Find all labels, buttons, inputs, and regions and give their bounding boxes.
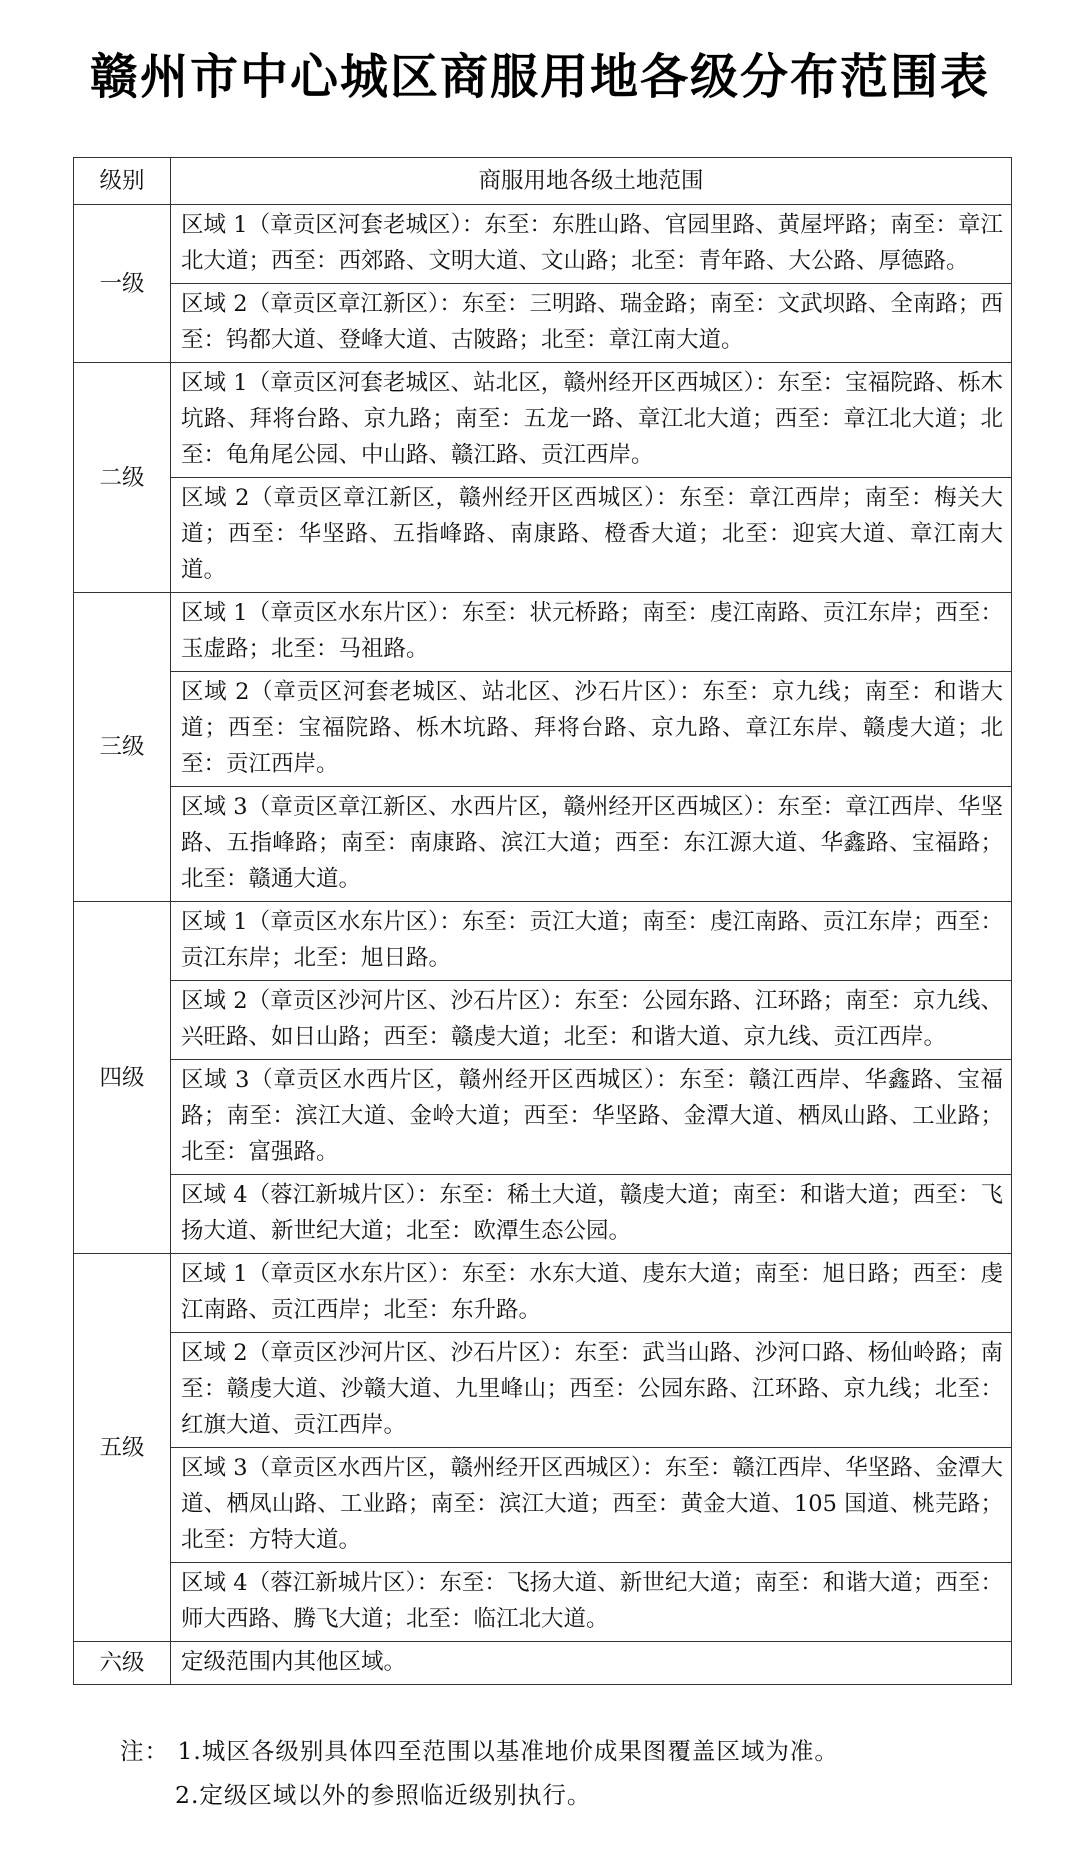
region-cell: 区域 2（章贡区河套老城区、站北区、沙石片区）：东至：京九线；南至：和谐大道；西至：宝福院路、栎木坑路、拜将台路、京九路、章江东岸、赣虔大道；北至：贡江西岸。	[171, 672, 1012, 787]
region-cell: 区域 3（章贡区章江新区、水西片区，赣州经开区西城区）：东至：章江西岸、华坚路、五指峰路；南至：南康路、滨江大道；西至：东江源大道、华鑫路、宝福路；北至：赣通大道。	[171, 787, 1012, 902]
table-row	[74, 205, 1012, 284]
table-row	[74, 981, 1012, 1060]
table-row	[74, 478, 1012, 593]
region-cell: 定级范围内其他区域。	[171, 1642, 1012, 1685]
region-cell: 区域 2（章贡区章江新区，赣州经开区西城区）：东至：章江西岸；南至：梅关大道；西至：华坚路、五指峰路、南康路、橙香大道；北至：迎宾大道、章江南大道。	[171, 478, 1012, 593]
region-cell: 区域 3（章贡区水西片区，赣州经开区西城区）：东至：赣江西岸、华坚路、金潭大道、栖凤山路、工业路；南至：滨江大道；西至：黄金大道、105 国道、桃芫路；北至：方特大道。	[171, 1448, 1012, 1563]
region-cell: 区域 4（蓉江新城片区）：东至：飞扬大道、新世纪大道；南至：和谐大道；西至：师大西路、腾飞大道；北至：临江北大道。	[171, 1563, 1012, 1642]
notes	[120, 1729, 1000, 1817]
table-header-row	[74, 158, 1012, 205]
level-cell: 五级	[74, 1254, 171, 1642]
level-cell: 四级	[74, 902, 171, 1254]
level-cell: 一级	[74, 205, 171, 363]
region-cell: 区域 4（蓉江新城片区）：东至：稀土大道，赣虔大道；南至：和谐大道；西至：飞扬大道、新世纪大道；北至：欧潭生态公园。	[171, 1175, 1012, 1254]
region-cell: 区域 1（章贡区河套老城区、站北区，赣州经开区西城区）：东至：宝福院路、栎木坑路、拜将台路、京九路；南至：五龙一路、章江北大道；西至：章江北大道；北至：龟角尾公园、中山路、赣江路、贡江西岸。	[171, 363, 1012, 478]
level-cell: 二级	[74, 363, 171, 593]
region-cell: 区域 3（章贡区水西片区，赣州经开区西城区）：东至：赣江西岸、华鑫路、宝福路；南至：滨江大道、金岭大道；西至：华坚路、金潭大道、栖凤山路、工业路；北至：富强路。	[171, 1060, 1012, 1175]
region-cell: 区域 2（章贡区章江新区）：东至：三明路、瑞金路；南至：文武坝路、全南路；西至：钨都大道、登峰大道、古陂路；北至：章江南大道。	[171, 284, 1012, 363]
table-row	[74, 787, 1012, 902]
table-row	[74, 1642, 1012, 1685]
note-line-2	[120, 1773, 1000, 1817]
table-row	[74, 1175, 1012, 1254]
region-cell: 区域 1（章贡区水东片区）：东至：水东大道、虔东大道；南至：旭日路；西至：虔江南路、贡江西岸；北至：东升路。	[171, 1254, 1012, 1333]
note-line-1	[120, 1729, 1000, 1773]
table-row	[74, 284, 1012, 363]
table-row	[74, 1060, 1012, 1175]
note-item-1: 1.城区各级别具体四至范围以基准地价成果图覆盖区域为准。	[177, 1737, 839, 1765]
table-row	[74, 902, 1012, 981]
land-level-table	[73, 157, 1012, 1685]
table-row	[74, 593, 1012, 672]
region-cell: 区域 1（章贡区河套老城区）：东至：东胜山路、官园里路、黄屋坪路；南至：章江北大道；西至：西郊路、文明大道、文山路；北至：青年路、大公路、厚德路。	[171, 205, 1012, 284]
note-prefix: 注：	[120, 1737, 169, 1765]
level-cell: 三级	[74, 593, 171, 902]
level-cell: 六级	[74, 1642, 171, 1685]
table-body	[74, 205, 1012, 1685]
table-row	[74, 1333, 1012, 1448]
header-level: 级别	[74, 158, 171, 205]
region-cell: 区域 1（章贡区水东片区）：东至：贡江大道；南至：虔江南路、贡江东岸；西至：贡江东岸；北至：旭日路。	[171, 902, 1012, 981]
table-row	[74, 1563, 1012, 1642]
region-cell: 区域 1（章贡区水东片区）：东至：状元桥路；南至：虔江南路、贡江东岸；西至：玉虚路；北至：马祖路。	[171, 593, 1012, 672]
region-cell: 区域 2（章贡区沙河片区、沙石片区）：东至：武当山路、沙河口路、杨仙岭路；南至：赣虔大道、沙赣大道、九里峰山；西至：公园东路、江环路、京九线；北至：红旗大道、贡江西岸。	[171, 1333, 1012, 1448]
page-title: 赣州市中心城区商服用地各级分布范围表	[89, 49, 990, 105]
note-item-2: 2.定级区域以外的参照临近级别执行。	[175, 1781, 592, 1809]
table-row	[74, 672, 1012, 787]
table-row	[74, 1448, 1012, 1563]
table-row	[74, 1254, 1012, 1333]
region-cell: 区域 2（章贡区沙河片区、沙石片区）：东至：公园东路、江环路；南至：京九线、兴旺路、如日山路；西至：赣虔大道；北至：和谐大道、京九线、贡江西岸。	[171, 981, 1012, 1060]
table-row	[74, 363, 1012, 478]
header-range: 商服用地各级土地范围	[171, 158, 1012, 205]
